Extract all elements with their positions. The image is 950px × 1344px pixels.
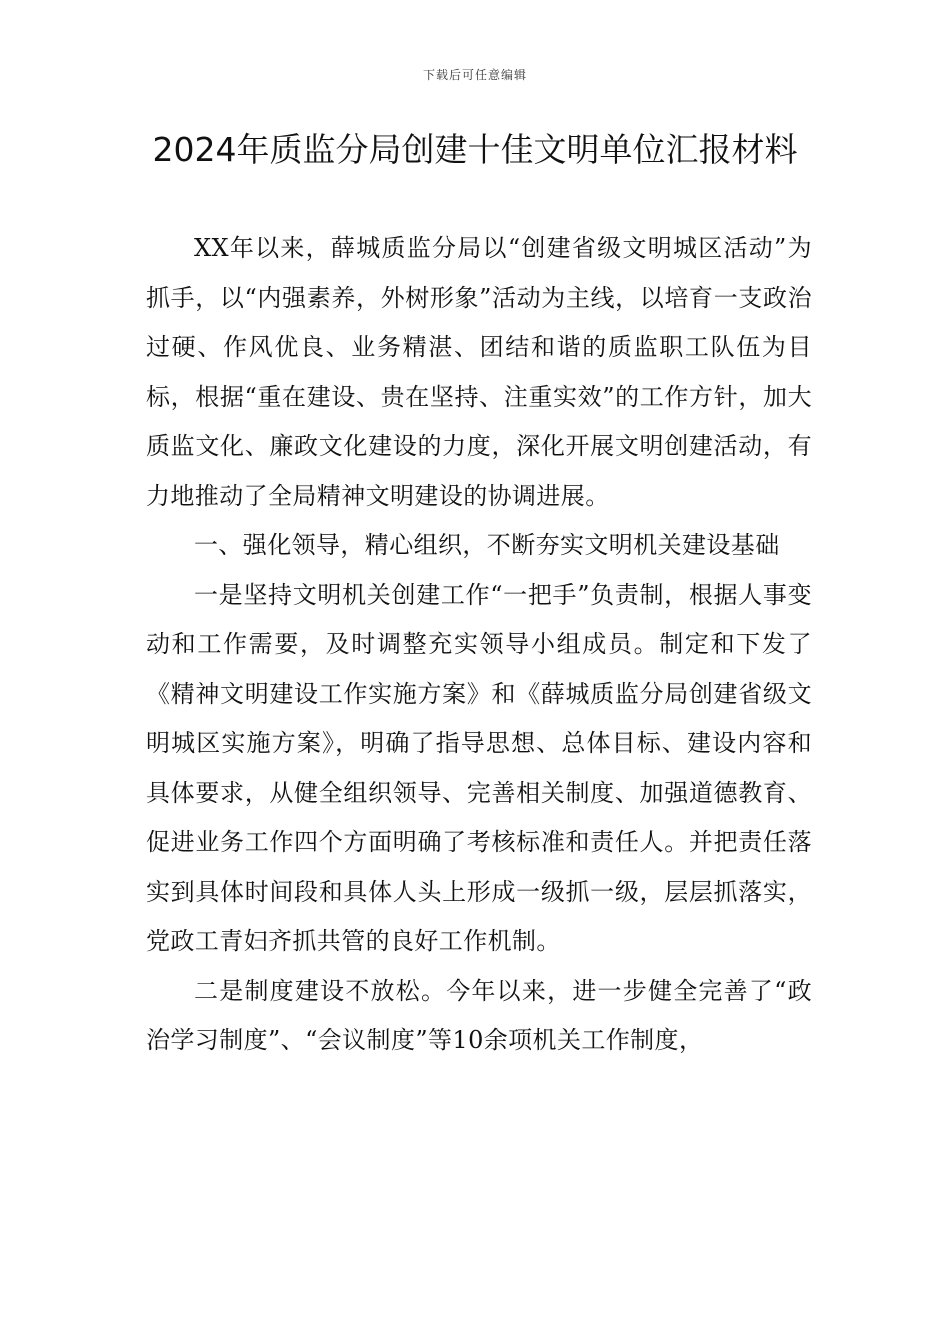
header-note: 下载后可任意编辑 [422,68,527,82]
document-title: 2024年质监分局创建十佳文明单位汇报材料 [152,130,798,169]
section-heading-1: 一、强化领导，精心组织，不断夯实文明机关建设基础 [194,531,780,559]
intro-paragraph: XX年以来，薛城质监分局以“创建省级文明城区活动”为抓手，以“内强素养，外树形象”活动为主线，以培育一支政治过硬、作风优良、业务精湛、团结和谐的质监职工队伍为目标，根据“重在建设、贵在坚持、注重实效”的工作方针，加大质监文化、廉政文化建设的力度，深化开展文明创建活动，有力地推动了全局精神文明建设的协调进展。 [146,234,812,510]
paragraph-point-2: 二是制度建设不放松。今年以来，进一步健全完善了“政治学习制度”、“会议制度”等10余项机关工作制度， [146,976,812,1054]
paragraph-point-1: 一是坚持文明机关创建工作“一把手”负责制，根据人事变动和工作需要，及时调整充实领导小组成员。制定和下发了《精神文明建设工作实施方案》和《薛城质监分局创建省级文明城区实施方案》，明确了指导思想、总体目标、建设内容和具体要求，从健全组织领导、完善相关制度、加强道德教育、促进业务工作四个方面明确了考核标准和责任人。并把责任落实到具体时间段和具体人头上形成一级抓一级，层层抓落实，党政工青妇齐抓共管的良好工作机制。 [146,580,812,955]
document-body [146,224,812,1066]
